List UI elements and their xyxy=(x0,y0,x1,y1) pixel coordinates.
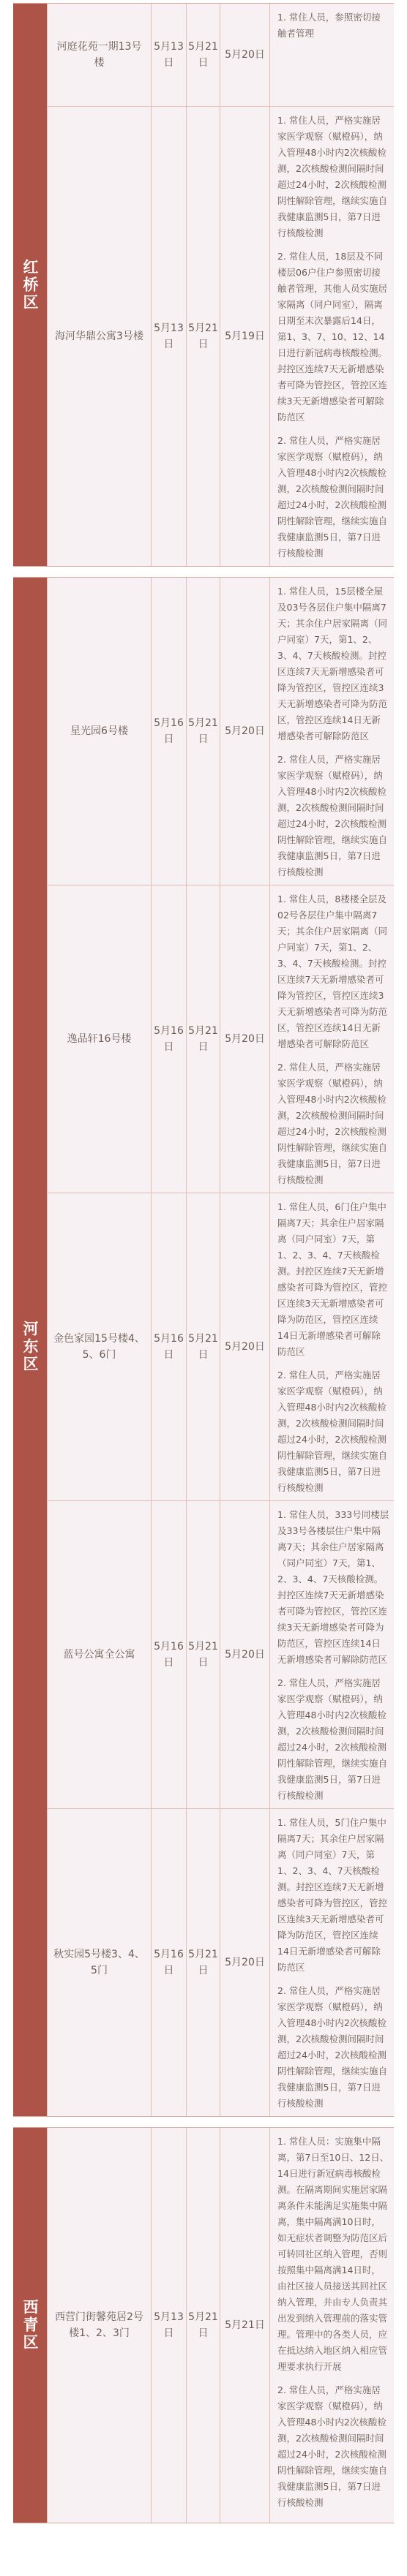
location-cell-text: 海河华鼎公寓3号楼 xyxy=(55,331,143,342)
date3-cell-text: 5月20日 xyxy=(225,1341,265,1353)
location-cell-text: 秋实园5号楼3、4、5门 xyxy=(53,1949,145,1976)
date2-cell-text: 5月21日 xyxy=(188,2311,218,2339)
measure-paragraph: 1. 常住人员，6门住户集中隔离7天；其余住户居家隔离（同户同室）7天，第1、2、3、4、7天核酸检测。封控区连续7天无新增感染者可降为管控区，管控区连续3天无新增感染者可降为防范区，管控区连续14日无新增感染者可解除防范区 xyxy=(277,1201,388,1357)
date1-cell-text: 5月16日 xyxy=(154,1641,184,1669)
date2-cell xyxy=(186,578,220,885)
location-cell xyxy=(47,2128,151,2523)
location-cell-text: 蓝号公寓全公寓 xyxy=(63,1649,135,1661)
date1-cell xyxy=(151,1193,186,1500)
date3-cell-text: 5月20日 xyxy=(225,1033,265,1045)
date1-cell xyxy=(151,1809,186,2116)
date2-cell-text: 5月21日 xyxy=(188,1949,218,1976)
location-cell-text: 金色家园15号楼4、5、6门 xyxy=(53,1333,145,1361)
measure-paragraph: 1. 常住人员，15层楼全屋及03号各层住户集中隔离7天；其余住户居家隔离（同户同室）7天，第1、2、3、4、7天核酸检测。封控区连续7天无新增感染者可降为管控区，管控区连续3天无新增感染者可降为防范区，管控区连续14日无新增感染者可解除防范区 xyxy=(277,586,388,741)
date3-cell-text: 5月21日 xyxy=(225,2319,265,2331)
measure-paragraph: 2. 常住人员，严格实施居家医学观察（赋橙码），纳入管理48小时内2次核酸检测，2次核酸检测间隔时间超过24小时，2次核酸检测阴性解除管理，继续实施自我健康监测5日，第7日进行核酸检测 xyxy=(277,1677,388,1801)
date1-cell-text: 5月16日 xyxy=(154,1333,184,1361)
date1-cell-text: 5月13日 xyxy=(154,2311,184,2339)
date3-cell-text: 5月20日 xyxy=(225,1957,265,1968)
measure-paragraph: 2. 常住人员，严格实施居家医学观察（赋橙码），纳入管理48小时内2次核酸检测，2次核酸检测间隔时间超过24小时，2次核酸检测阴性解除管理，继续实施自我健康监测5日，第7日进行核酸检测 xyxy=(277,754,388,877)
location-cell xyxy=(47,107,151,566)
district-label: 西青区 xyxy=(13,2128,47,2523)
date1-cell-text: 5月16日 xyxy=(154,717,184,745)
date2-cell-text: 5月21日 xyxy=(188,717,218,745)
location-cell-text: 逸品轩16号楼 xyxy=(67,1033,132,1045)
date3-cell xyxy=(220,1501,269,1808)
date2-cell xyxy=(186,107,220,566)
control-measures-cell xyxy=(269,578,394,885)
date3-cell xyxy=(220,1193,269,1500)
date2-cell xyxy=(186,1193,220,1500)
location-cell xyxy=(47,885,151,1193)
measure-paragraph: 2. 常住人员，18层及不同楼层06户住户参照密切接触者管理，其他人员实施居家隔离（同户同室），隔离日期至末次暴露后14日，第1、3、7、10、12、14日进行新冠病毒核酸检测。封控区连续7天无新增感染者可降为管控区，管控区连续3天无新增感染者可解除防范区 xyxy=(277,251,388,423)
date1-cell xyxy=(151,578,186,885)
date1-cell xyxy=(151,1501,186,1808)
measure-paragraph: 1. 常住人员：实施集中隔离，第7日至10日、12日、14日进行新冠病毒核酸检测。在隔离期间实施居家隔离条件未能满足实施集中隔离，集中隔离满10日时，如无症状者调整为防范区后可转回社区纳入管理，否则按照集中隔离满14日时，由社区接人员接送其回社区纳入管理，并由专人负责其出发到纳入管理前的落实管理。管理中的各类人员，应在抵达纳入地区纳入相应管理要求执行开展 xyxy=(277,2136,389,2372)
table-row xyxy=(47,1500,394,1808)
control-measures-cell xyxy=(269,1501,394,1808)
control-measures-cell xyxy=(269,1193,394,1500)
date3-cell xyxy=(220,885,269,1193)
location-cell xyxy=(47,1193,151,1500)
date3-cell xyxy=(220,1809,269,2116)
table-row xyxy=(47,4,394,106)
table-row xyxy=(47,1193,394,1500)
district-rows xyxy=(47,4,394,566)
location-cell-text: 河庭花苑一期13号楼 xyxy=(56,41,142,69)
date2-cell xyxy=(186,1501,220,1808)
control-measures-cell xyxy=(269,4,394,106)
date1-cell-text: 5月13日 xyxy=(154,41,184,69)
measure-paragraph: 1. 常住人员，参照密切接触者管理 xyxy=(277,12,381,39)
date2-cell-text: 5月21日 xyxy=(188,1333,218,1361)
location-cell-text: 星光园6号楼 xyxy=(70,725,128,737)
location-cell xyxy=(47,1809,151,2116)
table-row xyxy=(47,578,394,885)
date3-cell-text: 5月19日 xyxy=(225,331,265,342)
date1-cell-text: 5月16日 xyxy=(154,1949,184,1976)
date2-cell xyxy=(186,885,220,1193)
date2-cell xyxy=(186,2128,220,2523)
measure-paragraph: 2. 常住人员，严格实施居家医学观察（赋橙码），纳入管理48小时内2次核酸检测，2次核酸检测间隔时间超过24小时，2次核酸检测阴性解除管理，继续实施自我健康监测5日，第7日进行核酸检测 xyxy=(277,435,388,559)
date2-cell-text: 5月21日 xyxy=(188,41,218,69)
location-cell xyxy=(47,4,151,106)
table-row xyxy=(47,106,394,566)
date2-cell xyxy=(186,4,220,106)
district-section xyxy=(13,2127,394,2523)
date1-cell xyxy=(151,2128,186,2523)
date1-cell-text: 5月16日 xyxy=(154,1025,184,1053)
location-cell xyxy=(47,1501,151,1808)
control-measures-cell xyxy=(269,1809,394,2116)
date3-cell xyxy=(220,4,269,106)
date1-cell xyxy=(151,885,186,1193)
measure-paragraph: 2. 常住人员，严格实施居家医学观察（赋橙码），纳入管理48小时内2次核酸检测，2次核酸检测间隔时间超过24小时，2次核酸检测阴性解除管理，继续实施自我健康监测5日，第7日进行核酸检测 xyxy=(277,1370,388,1493)
date2-cell xyxy=(186,1809,220,2116)
measure-paragraph: 2. 常住人员，严格实施居家医学观察（赋橙码），纳入管理48小时内2次核酸检测，2次核酸检测间隔时间超过24小时，2次核酸检测阴性解除管理，继续实施自我健康监测5日，第7日进行核酸检测 xyxy=(277,1062,388,1185)
table-row xyxy=(47,1808,394,2116)
measure-paragraph: 1. 常住人员，严格实施居家医学观察（赋橙码），纳入管理48小时内2次核酸检测，2次核酸检测间隔时间超过24小时，2次核酸检测阴性解除管理，继续实施自我健康监测5日，第7日进行核酸检测 xyxy=(277,115,388,238)
district-label: 红桥区 xyxy=(13,4,47,566)
district-rows xyxy=(47,2128,394,2523)
date3-cell xyxy=(220,578,269,885)
district-section xyxy=(13,3,394,567)
date2-cell-text: 5月21日 xyxy=(188,1641,218,1669)
measure-paragraph: 2. 常住人员，严格实施居家医学观察（赋橙码），纳入管理48小时内2次核酸检测，2次核酸检测间隔时间超过24小时，2次核酸检测阴性解除管理，继续实施自我健康监测5日，第7日进行核酸检测 xyxy=(277,2384,388,2508)
date2-cell-text: 5月21日 xyxy=(188,322,218,350)
date2-cell-text: 5月21日 xyxy=(188,1025,218,1053)
control-measures-cell xyxy=(269,885,394,1193)
location-cell xyxy=(47,578,151,885)
date3-cell xyxy=(220,2128,269,2523)
district-section xyxy=(13,577,394,2117)
measure-paragraph: 2. 常住人员，严格实施居家医学观察（赋橙码），纳入管理48小时内2次核酸检测，2次核酸检测间隔时间超过24小时，2次核酸检测阴性解除管理，继续实施自我健康监测5日，第7日进行核酸检测 xyxy=(277,1985,388,2109)
control-measures-cell xyxy=(269,2128,394,2523)
date3-cell xyxy=(220,107,269,566)
date1-cell-text: 5月13日 xyxy=(154,322,184,350)
district-label: 河东区 xyxy=(13,578,47,2116)
date3-cell-text: 5月20日 xyxy=(225,49,265,61)
date1-cell xyxy=(151,4,186,106)
date3-cell-text: 5月20日 xyxy=(225,725,265,737)
measure-paragraph: 1. 常住人员，8楼楼全层及02号各层住户集中隔离7天；其余住户居家隔离（同户同室）7天，第1、2、3、4、7天核酸检测。封控区连续7天无新增感染者可降为管控区，管控区连续3天无新增感染者可降为防范区，管控区连续14日无新增感染者可解除防范区 xyxy=(277,894,388,1049)
district-rows xyxy=(47,578,394,2116)
location-cell-text: 西营门街馨苑居2号楼1、2、3门 xyxy=(55,2311,143,2339)
control-measures-cell xyxy=(269,107,394,566)
date3-cell-text: 5月20日 xyxy=(225,1649,265,1661)
measure-paragraph: 1. 常住人员，333号同楼层及33号各楼层住户集中隔离7天；其余住户居家隔离（同户同室）7天，第1、2、3、4、7天核酸检测。封控区连续7天无新增感染者可降为管控区，管控区连续3天无新增感染者可降为防范区，管控区连续14日无新增感染者可解除防范区 xyxy=(277,1509,389,1665)
table-row xyxy=(47,885,394,1193)
table-row xyxy=(47,2128,394,2523)
measure-paragraph: 1. 常住人员，5门住户集中隔离7天；其余住户居家隔离（同户同室）7天，第1、2、3、4、7天核酸检测。封控区连续7天无新增感染者可降为管控区，管控区连续3天无新增感染者可降为防范区，管控区连续14日无新增感染者可解除防范区 xyxy=(277,1817,388,1973)
date1-cell xyxy=(151,107,186,566)
